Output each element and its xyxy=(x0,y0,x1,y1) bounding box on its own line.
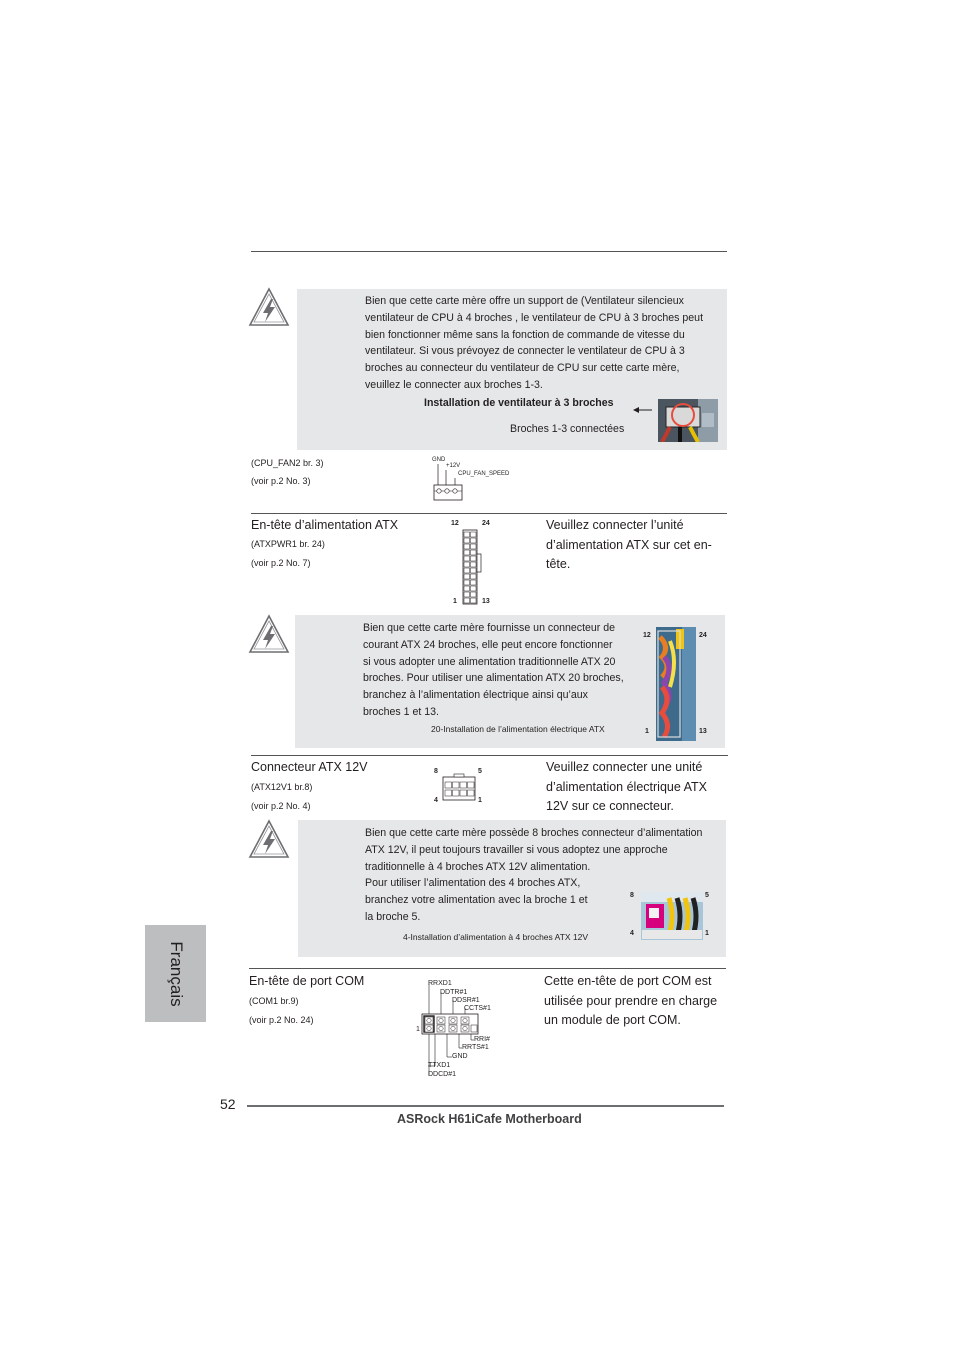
desc-line: utilisée pour prendre en charge xyxy=(544,993,718,1008)
fan-connector-photo xyxy=(658,399,718,442)
com-header-diagram xyxy=(414,978,524,1080)
pin-label: RRTS#1 xyxy=(462,1044,489,1051)
pin-label: 1 xyxy=(453,598,457,605)
pin-label: DDTR#1 xyxy=(440,989,468,996)
com-description xyxy=(544,972,729,1031)
desc-line: Cette en-tête de port COM est xyxy=(544,974,712,988)
photo-pin-label: 13 xyxy=(699,728,707,735)
pin-label: 1 xyxy=(478,797,482,804)
atx12v-description xyxy=(546,758,726,817)
note-line: broches. Pour utiliser une alimentation ATX 20 broches, xyxy=(363,672,624,685)
com-title: En-tête de port COM xyxy=(249,974,365,988)
pin-label: GND xyxy=(432,457,446,463)
atx-title: En-tête d’alimentation ATX xyxy=(251,518,399,532)
pin-label: TTXD1 xyxy=(428,1062,451,1069)
pin-label: DDCD#1 xyxy=(428,1071,457,1078)
atx12v-photo xyxy=(641,892,703,940)
note-box-atx20 xyxy=(295,615,725,748)
pin-label: CPU_FAN_SPEED xyxy=(458,471,510,477)
note-line: la broche 5. xyxy=(365,910,421,923)
atx12v-see: (voir p.2 No. 4) xyxy=(251,801,311,811)
note-line: si vous adopter une alimentation traditionnelle ATX 20 xyxy=(363,655,616,668)
section-rule xyxy=(251,513,727,514)
atx20-caption: 20-Installation de l’alimentation électrique ATX xyxy=(431,724,605,734)
note-line: Bien que cette carte mère possède 8 broches connecteur d’alimentation xyxy=(365,827,703,839)
photo-pin-label: 12 xyxy=(643,632,651,639)
note-line: branchez à l’alimentation électrique ainsi qu’aux xyxy=(363,689,588,702)
pin-label: 12 xyxy=(451,520,459,527)
note-line: ATX 12V, il peut toujours travailler si vous adoptez une approche xyxy=(365,843,668,856)
warning-icon xyxy=(248,819,290,859)
cpu-fan2-diagram xyxy=(428,455,528,505)
desc-line: Veuillez connecter une unité xyxy=(546,760,703,774)
pin-label: 1 xyxy=(416,1026,420,1033)
note-line: broches 1 et 13. xyxy=(363,705,439,718)
note-line: branchez votre alimentation avec la broche 1 et xyxy=(365,894,588,907)
pins-connected-label: Broches 1-3 connectées xyxy=(510,423,625,435)
atx-ref: (ATXPWR1 br. 24) xyxy=(251,539,325,549)
desc-line: Veuillez connecter l’unité xyxy=(546,518,684,532)
product-name: ASRock H61iCafe Motherboard xyxy=(397,1112,582,1126)
note-line: bien fonctionner même sans la fonction de commande de vitesse du xyxy=(365,328,685,341)
note-line: traditionnelle à 4 broches ATX 12V alimentation. xyxy=(365,860,591,873)
page-number: 52 xyxy=(220,1096,236,1112)
cpu-fan2-see: (voir p.2 No. 3) xyxy=(251,476,311,486)
com-see: (voir p.2 No. 24) xyxy=(249,1015,314,1025)
atx20-photo xyxy=(656,627,696,741)
pin-label: 24 xyxy=(482,520,490,527)
footer-rule xyxy=(247,1105,724,1107)
pin-label: +12V xyxy=(446,463,461,469)
fan-install-label: Installation de ventilateur à 3 broches xyxy=(424,397,614,409)
pin-label: 5 xyxy=(478,768,482,775)
pin-label: GND xyxy=(452,1053,468,1060)
photo-pin-label: 5 xyxy=(705,892,709,899)
desc-line: d’alimentation ATX sur cet en- xyxy=(546,537,712,552)
pin-label: 8 xyxy=(434,768,438,775)
desc-line: un module de port COM. xyxy=(544,1013,681,1027)
top-rule xyxy=(251,251,727,252)
desc-line: tête. xyxy=(546,557,571,571)
photo-pin-label: 4 xyxy=(630,930,634,937)
atx12v-diagram xyxy=(430,766,490,810)
atx-description xyxy=(546,516,726,575)
arrow-left-icon xyxy=(633,401,653,419)
warning-icon xyxy=(248,614,290,654)
note-line: broches au connecteur du ventilateur de CPU sur cette carte mère, xyxy=(365,362,680,375)
photo-pin-label: 8 xyxy=(630,892,634,899)
cpu-fan2-ref: (CPU_FAN2 br. 3) xyxy=(251,458,324,468)
photo-pin-label: 1 xyxy=(705,930,709,937)
atx12v-title: Connecteur ATX 12V xyxy=(251,760,368,774)
note-box-cpu-fan xyxy=(297,289,727,450)
note-line: courant ATX 24 broches, elle peut encore fonctionner xyxy=(363,638,613,651)
desc-line: 12V sur ce connecteur. xyxy=(546,799,674,813)
section-rule xyxy=(251,755,728,756)
photo-pin-label: 1 xyxy=(645,728,649,735)
atx12v-caption: 4-Installation d’alimentation à 4 broches ATX 12V xyxy=(403,932,589,942)
note-box-atx12v xyxy=(298,820,726,957)
atx-header-diagram xyxy=(448,518,508,608)
pin-label: RRI# xyxy=(474,1036,490,1043)
note-line: Pour utiliser l’alimentation des 4 broches ATX, xyxy=(365,877,581,890)
photo-pin-label: 24 xyxy=(699,632,707,639)
section-rule xyxy=(249,968,726,969)
pin-label: 4 xyxy=(434,797,438,804)
com-ref: (COM1 br.9) xyxy=(249,996,299,1006)
language-tab-label: Français xyxy=(166,940,186,1007)
warning-icon xyxy=(248,287,290,327)
note-line: Bien que cette carte mère fournisse un connecteur de xyxy=(363,622,616,634)
pin-label: CCTS#1 xyxy=(464,1005,491,1012)
note-line: veuillez le connecter aux broches 1-3. xyxy=(365,378,543,391)
pin-label: DDSR#1 xyxy=(452,997,480,1004)
note-line: ventilateur. Si vous prévoyez de connecter le ventilateur de CPU à 3 xyxy=(365,345,685,358)
desc-line: d’alimentation électrique ATX xyxy=(546,779,707,794)
pin-label: 13 xyxy=(482,598,490,605)
language-tab xyxy=(145,925,206,1022)
atx-see: (voir p.2 No. 7) xyxy=(251,558,311,568)
note-line: ventilateur de CPU à 4 broches , le ventilateur de CPU à 3 broches peut xyxy=(365,311,704,324)
pin-label: RRXD1 xyxy=(428,980,452,987)
atx12v-ref: (ATX12V1 br.8) xyxy=(251,782,313,792)
note-line: Bien que cette carte mère offre un support de (Ventilateur silencieux xyxy=(365,295,684,307)
